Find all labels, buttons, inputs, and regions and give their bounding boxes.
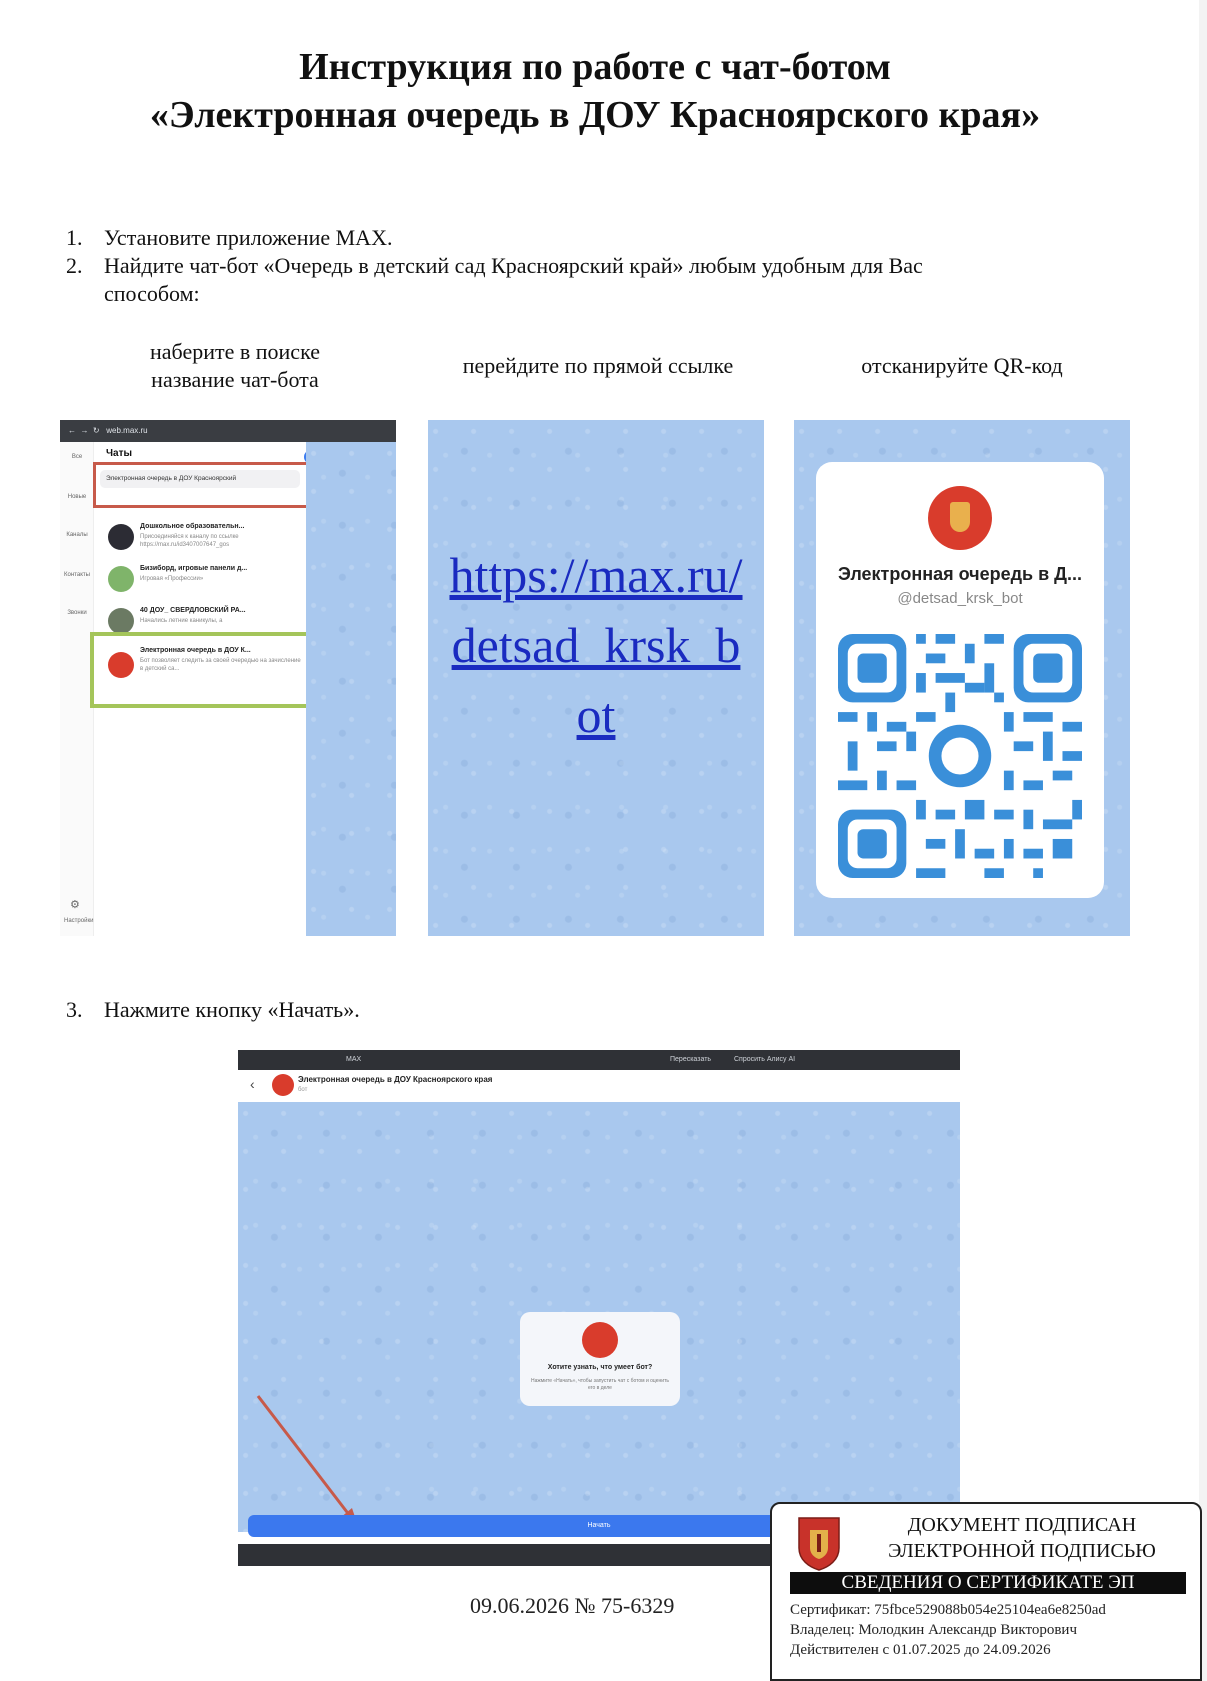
signature-heading-line1: ДОКУМЕНТ ПОДПИСАН [907,1514,1137,1536]
qr-code-icon [838,634,1082,878]
intro-text: Нажмите «Начать», чтобы запустить чат с ботом и оценить его в деле [531,1378,669,1391]
search-field: Электронная очередь в ДОУ Красноярский [100,470,300,488]
start-screenshot [238,1050,960,1566]
way-qr-caption: отсканируйте QR-код [861,353,1063,378]
qr-screenshot [794,420,1130,936]
app-title: MAX [346,1056,362,1063]
way-search-caption-line1: наберите в поиске [150,339,320,364]
signature-stamp [770,1502,1202,1681]
step-1-number: 1. [66,225,83,250]
certificate-owner: Владелец: Молодкин Александр Викторович [790,1622,1077,1638]
avatar [108,566,134,592]
nav-rail [60,442,94,936]
bot-intro-card [520,1312,680,1406]
bot-direct-link[interactable]: https://max.ru/detsad_krsk_bot [449,547,743,743]
signature-heading [852,1512,1192,1564]
result-highlight-frame [90,632,318,708]
bot-avatar [272,1074,294,1096]
app-title-bar [238,1050,960,1070]
rail-channels: Каналы [66,532,88,538]
search-screenshot [60,420,396,936]
signature-heading-line2: ЭЛЕКТРОННОЙ ПОДПИСЬЮ [888,1540,1156,1562]
emblem-icon [928,486,992,550]
avatar [108,524,134,550]
document-title-line1: Инструкция по работе с чат-ботом [299,46,891,88]
reload-icon: ↻ [92,426,100,435]
avatar [108,608,134,634]
step-2 [66,252,923,280]
step-3 [66,996,360,1024]
step-2-text-continued: способом: [104,281,200,306]
search-result [100,562,306,598]
start-button[interactable]: Начать [248,1515,950,1537]
toolbar-retell: Пересказать [670,1056,712,1063]
step-1 [66,224,392,252]
search-highlight-frame [93,462,315,508]
step-3-number: 3. [66,997,83,1022]
result-name: Электронная очередь в ДОУ К... [140,647,251,654]
search-result [100,520,306,556]
way-link-caption: перейдите по прямой ссылке [462,353,734,378]
document-title-line2: «Электронная очередь в ДОУ Красноярского края» [149,94,1041,136]
toolbar-ask-alice: Спросить Алису AI [734,1056,796,1063]
result-preview: Бот позволяет следить за своей очередью на зачисление в детский са... [140,658,301,672]
arrow-pointer [254,1392,364,1532]
result-preview: Игровая «Профессии» [140,576,204,582]
link-screenshot [428,420,764,936]
step-2-number: 2. [66,253,83,278]
document-number: 09.06.2026 № 75-6329 [470,1593,675,1618]
certificate-number: Сертификат: 75fbce529088b054e25104ea6e8250ad [790,1602,1106,1618]
chat-header [238,1070,960,1102]
rail-settings: Настройки [64,918,94,924]
rail-calls: Звонки [67,610,87,616]
chat-name: Электронная очередь в ДОУ Красноярского края [298,1075,493,1084]
way-search-caption-line2: название чат-бота [151,367,319,392]
browser-bar [60,420,396,442]
forward-icon: → [80,426,89,435]
bot-name: Электронная очередь в Д... [837,564,1083,584]
step-3-text: Нажмите кнопку «Начать». [104,997,360,1022]
bot-card [816,462,1104,898]
certificate-validity: Действителен с 01.07.2025 до 24.09.2026 [790,1642,1051,1658]
result-name: Бизиборд, игровые панели д... [140,565,248,572]
result-name: 40 ДОУ_ СВЕРДЛОВСКИЙ РА... [140,607,246,614]
intro-title: Хотите узнать, что умеет бот? [547,1364,653,1371]
way-search-caption [120,338,350,394]
page-edge [1199,0,1207,1681]
browser-url: web.max.ru [106,426,148,435]
chat-subtitle: бот [298,1087,308,1093]
result-name: Дошкольное образовательн... [140,523,245,530]
rail-all: Все [71,454,83,460]
back-arrow-icon: ‹ [250,1076,255,1092]
chats-heading: Чаты [106,448,133,459]
bot-avatar [582,1322,618,1358]
certificate-band: СВЕДЕНИЯ О СЕРТИФИКАТЕ ЭП [790,1572,1186,1594]
result-preview: Начались летние каникулы, а [140,618,223,624]
gear-icon: ⚙ [70,899,80,911]
bot-handle: @detsad_krsk_bot [897,590,1023,607]
step-1-text: Установите приложение MAX. [104,225,393,250]
chat-background [306,442,396,936]
chat-background [238,1102,960,1532]
rail-contacts: Контакты [64,572,90,578]
step-2-text: Найдите чат-бот «Очередь в детский сад Красноярский край» любым удобным для Вас [104,253,923,278]
rail-new: Новые [67,494,87,500]
coat-of-arms-icon [796,1514,842,1572]
back-icon: ← [68,426,76,435]
result-preview: Присоединяйся к каналу по ссылке https://max.ru/id3407007647_gos [140,534,239,548]
